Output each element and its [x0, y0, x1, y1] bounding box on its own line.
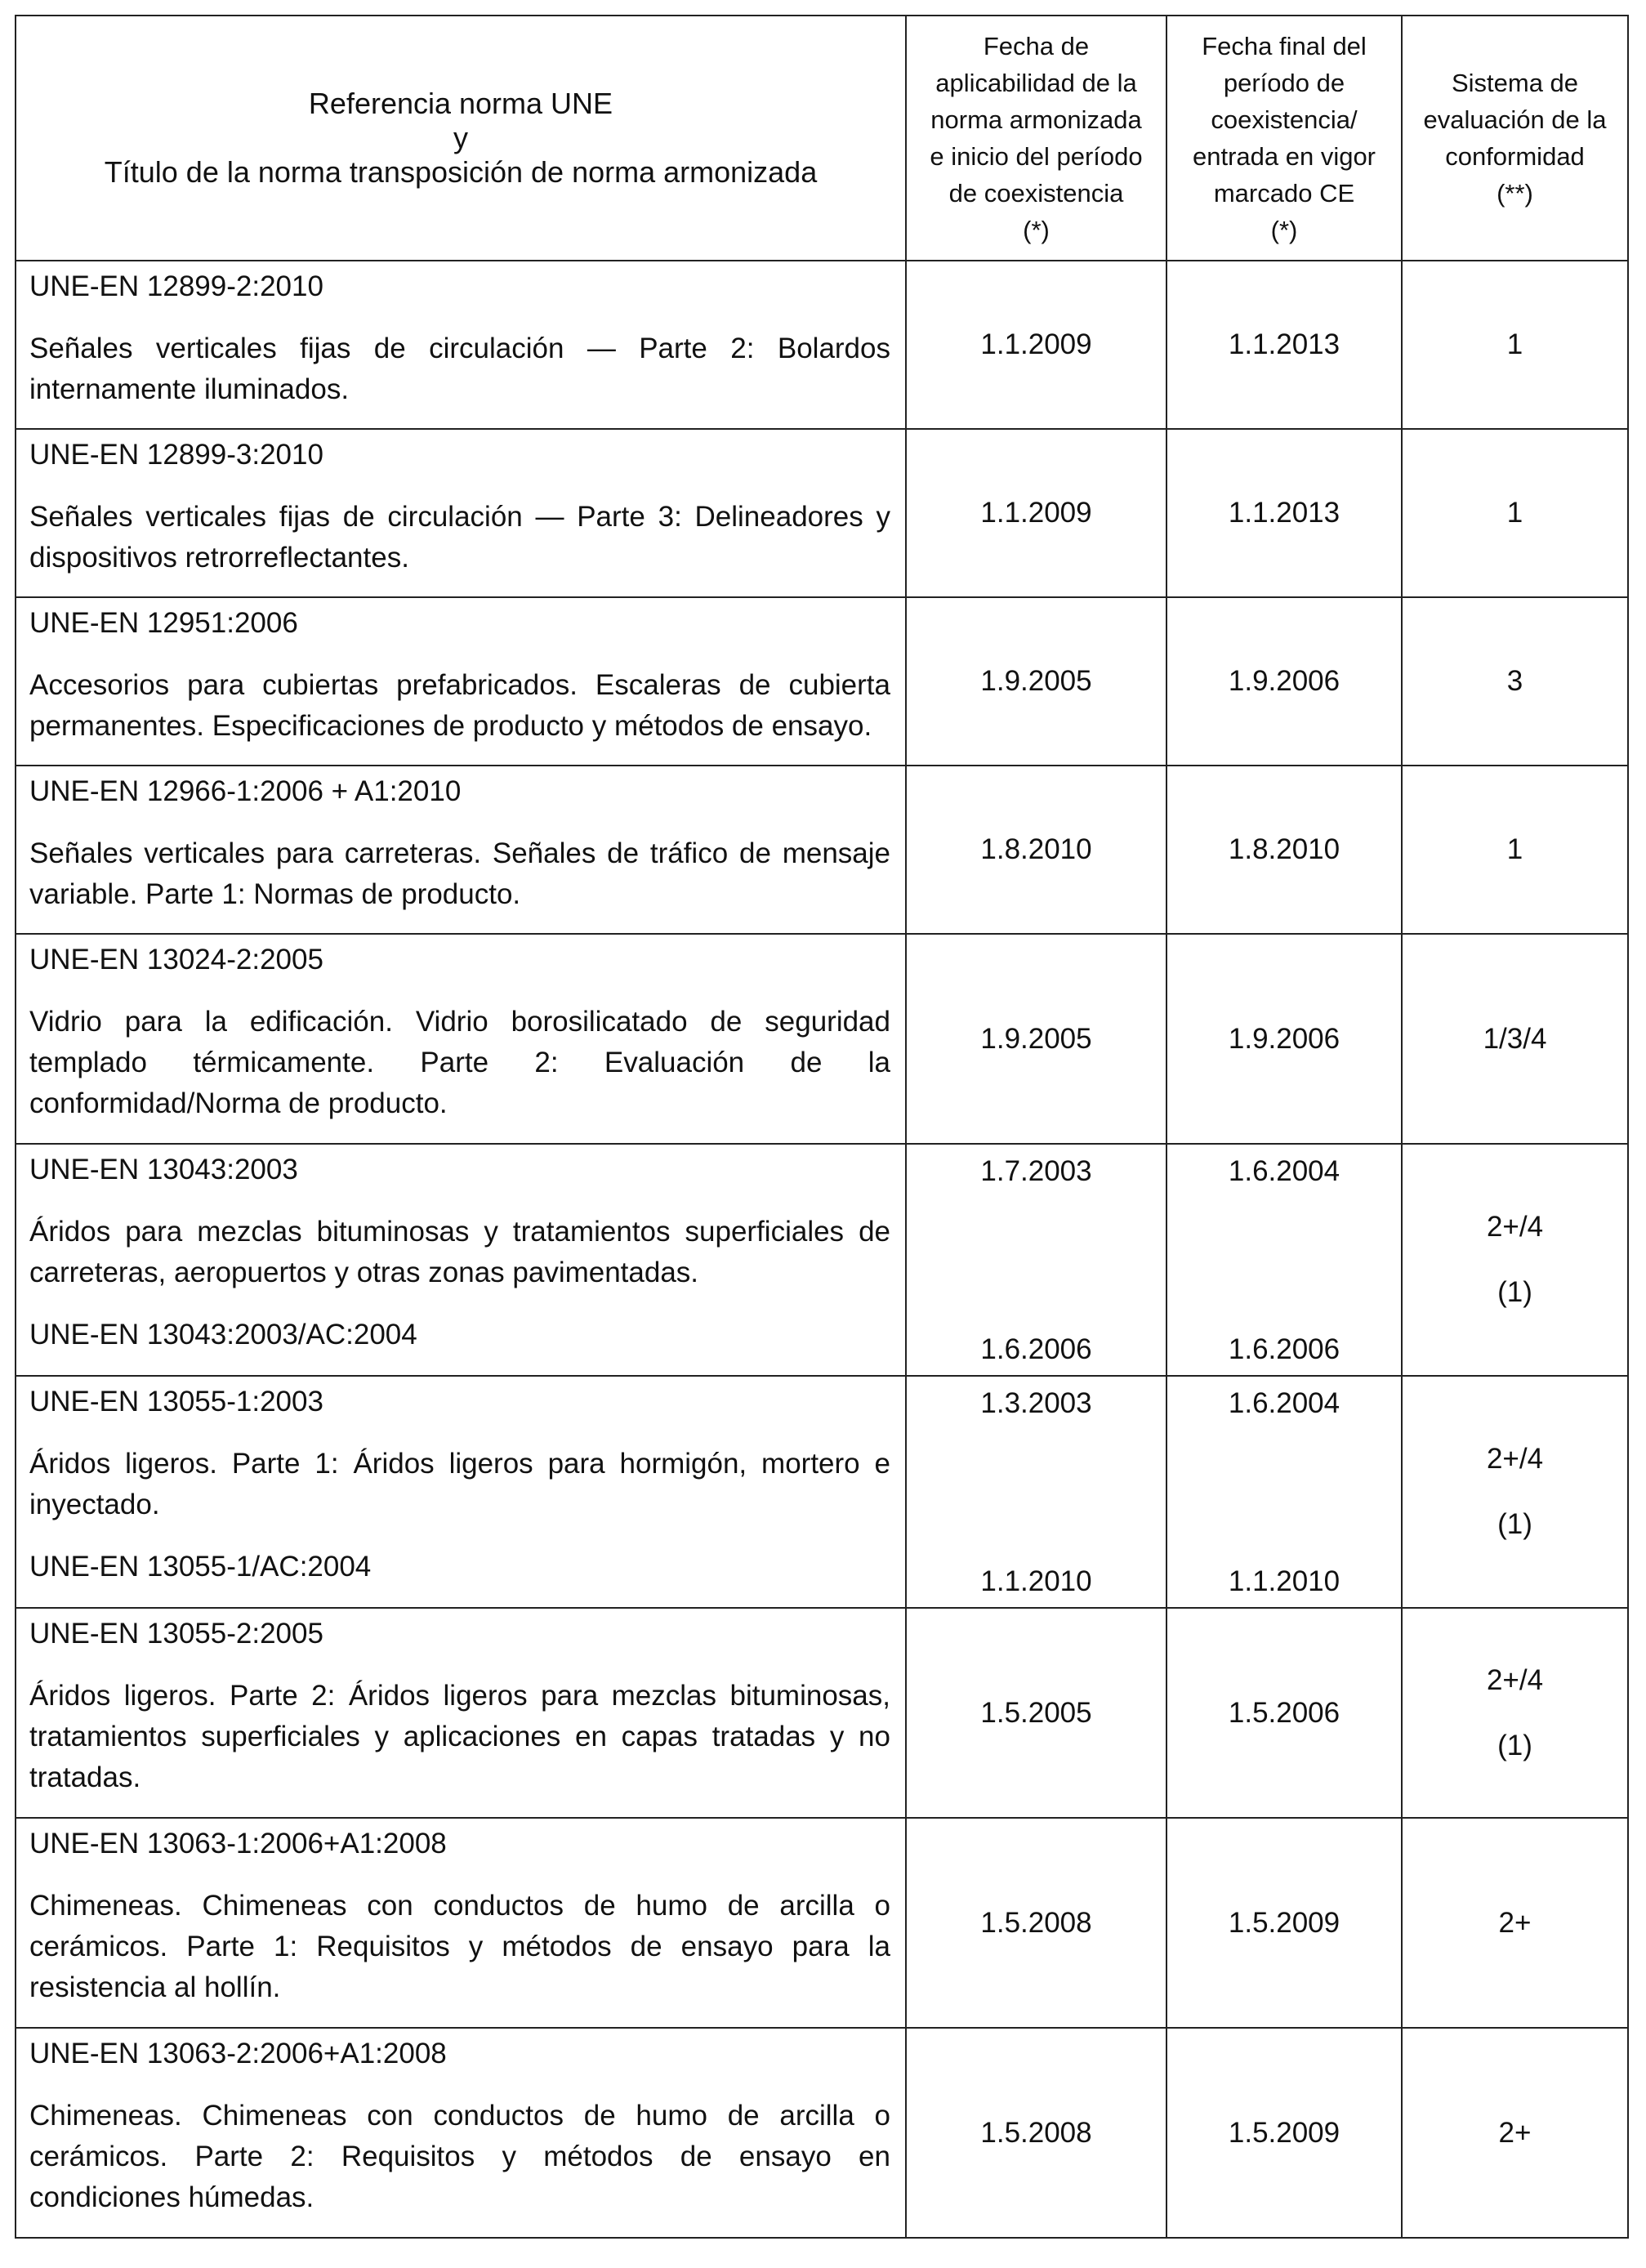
standard-reference-cell: [16, 597, 906, 766]
conformity-system: 1/3/4: [1402, 934, 1628, 1144]
standard-title: Áridos ligeros. Parte 1: Áridos ligeros para hormigón, mortero e inyectado.: [29, 1448, 890, 1520]
header-conformity-system: Sistema de evaluación de la conformidad (**): [1402, 16, 1628, 261]
coexistence-end-date-corrigendum: 1.1.2010: [1228, 1565, 1340, 1597]
conformity-system-value: 2+/4: [1486, 1443, 1544, 1475]
table-row: [16, 2028, 1628, 2238]
standard-title: Vidrio para la edificación. Vidrio borosilicatado de seguridad templado térmicamente. Parte 2: Evaluación de la conformidad/Norma de producto.: [29, 1006, 890, 1119]
table-row: [16, 934, 1628, 1144]
applicability-date: 1.9.2005: [906, 934, 1166, 1144]
applicability-date: 1.1.2009: [906, 429, 1166, 597]
table-row: [16, 261, 1628, 429]
standard-code: UNE-EN 12899-3:2010: [29, 439, 323, 471]
coexistence-end-date: 1.8.2010: [1166, 766, 1402, 934]
standard-reference-cell: [16, 766, 906, 934]
standard-code: UNE-EN 13043:2003: [29, 1154, 298, 1185]
conformity-system-value: 2+/4: [1486, 1663, 1544, 1696]
conformity-system: [1402, 1608, 1628, 1818]
coexistence-end-date: 1.1.2013: [1166, 429, 1402, 597]
standard-title: Accesorios para cubiertas prefabricados. Escaleras de cubierta permanentes. Especificaciones de producto y métodos de ensayo.: [29, 669, 890, 742]
standard-title: Chimeneas. Chimeneas con conductos de humo de arcilla o cerámicos. Parte 2: Requisitos y métodos de ensayo en condiciones húmedas.: [29, 2100, 890, 2213]
applicability-date-corrigendum: 1.1.2010: [980, 1565, 1092, 1597]
standard-title: Señales verticales fijas de circulación — Parte 2: Bolardos internamente iluminados.: [29, 333, 890, 405]
standard-code: UNE-EN 12899-2:2010: [29, 270, 323, 302]
standard-title: Chimeneas. Chimeneas con conductos de humo de arcilla o cerámicos. Parte 1: Requisitos y métodos de ensayo para la resistencia al hollín.: [29, 1890, 890, 2003]
applicability-date: 1.5.2008: [906, 1818, 1166, 2028]
applicability-date: 1.5.2005: [906, 1608, 1166, 1818]
standard-reference-cell: [16, 2028, 906, 2238]
conformity-system: 3: [1402, 597, 1628, 766]
conformity-system: 2+: [1402, 2028, 1628, 2238]
standard-reference-cell: [16, 1144, 906, 1376]
corrigendum-code: UNE-EN 13043:2003/AC:2004: [29, 1319, 417, 1351]
applicability-date: 1.8.2010: [906, 766, 1166, 934]
standard-reference-cell: [16, 1818, 906, 2028]
header-coexistence-end-date: Fecha final del período de coexistencia/ entrada en vigor marcado CE (*): [1166, 16, 1402, 261]
header-reference-title: Referencia norma UNE y Título de la norma transposición de norma armonizada: [16, 16, 906, 261]
applicability-date-corrigendum: 1.6.2006: [980, 1333, 1092, 1365]
conformity-system: [1402, 1376, 1628, 1608]
standard-title: Áridos ligeros. Parte 2: Áridos ligeros para mezclas bituminosas, tratamientos superficiales y aplicaciones en capas tratadas y no tratadas.: [29, 1680, 890, 1793]
coexistence-end-date: 1.5.2009: [1166, 2028, 1402, 2238]
standard-code: UNE-EN 13063-2:2006+A1:2008: [29, 2038, 447, 2069]
conformity-system-note: (1): [1497, 1508, 1532, 1540]
standard-reference-cell: [16, 261, 906, 429]
table-row: [16, 1608, 1628, 1818]
standard-reference-cell: [16, 934, 906, 1144]
conformity-system: 2+: [1402, 1818, 1628, 2028]
conformity-system-value: 2+/4: [1486, 1211, 1544, 1243]
conformity-system: 1: [1402, 261, 1628, 429]
table-header-row: [16, 16, 1628, 261]
conformity-system-note: (1): [1497, 1276, 1532, 1308]
applicability-date: 1.5.2008: [906, 2028, 1166, 2238]
applicability-date: [906, 1144, 1166, 1376]
standard-reference-cell: [16, 1608, 906, 1818]
standard-code: UNE-EN 12966-1:2006 + A1:2010: [29, 775, 462, 807]
header-applicability-date: Fecha de aplicabilidad de la norma armonizada e inicio del período de coexistencia (*): [906, 16, 1166, 261]
conformity-system-note: (1): [1497, 1729, 1532, 1761]
standard-code: UNE-EN 13024-2:2005: [29, 944, 323, 976]
applicability-date: [906, 1376, 1166, 1608]
table-row: [16, 1376, 1628, 1608]
standard-title: Señales verticales para carreteras. Señales de tráfico de mensaje variable. Parte 1: Normas de producto.: [29, 837, 890, 910]
coexistence-end-date: [1166, 1376, 1402, 1608]
coexistence-end-date: 1.1.2013: [1166, 261, 1402, 429]
standard-reference-cell: [16, 1376, 906, 1608]
table-row: [16, 1818, 1628, 2028]
coexistence-end-date: [1166, 1144, 1402, 1376]
conformity-system: 1: [1402, 766, 1628, 934]
standard-title: Señales verticales fijas de circulación — Parte 3: Delineadores y dispositivos retrorreflectantes.: [29, 501, 890, 574]
standard-code: UNE-EN 13063-1:2006+A1:2008: [29, 1828, 447, 1859]
standard-reference-cell: [16, 429, 906, 597]
coexistence-end-date: 1.5.2009: [1166, 1818, 1402, 2028]
harmonized-standards-table: [15, 15, 1629, 2239]
applicability-date-primary: 1.7.2003: [980, 1155, 1092, 1187]
corrigendum-code: UNE-EN 13055-1/AC:2004: [29, 1551, 372, 1583]
conformity-system: [1402, 1144, 1628, 1376]
coexistence-end-date: 1.5.2006: [1166, 1608, 1402, 1818]
table-row: [16, 429, 1628, 597]
table-row: [16, 597, 1628, 766]
coexistence-end-date-corrigendum: 1.6.2006: [1228, 1333, 1340, 1365]
standard-code: UNE-EN 12951:2006: [29, 607, 298, 639]
coexistence-end-date-primary: 1.6.2004: [1228, 1155, 1340, 1187]
coexistence-end-date-primary: 1.6.2004: [1228, 1387, 1340, 1419]
applicability-date: 1.9.2005: [906, 597, 1166, 766]
applicability-date-primary: 1.3.2003: [980, 1387, 1092, 1419]
table-row: [16, 766, 1628, 934]
standard-code: UNE-EN 13055-1:2003: [29, 1386, 323, 1418]
coexistence-end-date: 1.9.2006: [1166, 934, 1402, 1144]
applicability-date: 1.1.2009: [906, 261, 1166, 429]
standard-title: Áridos para mezclas bituminosas y tratamientos superficiales de carreteras, aeropuertos y otras zonas pavimentadas.: [29, 1216, 890, 1288]
standard-code: UNE-EN 13055-2:2005: [29, 1618, 323, 1650]
conformity-system: 1: [1402, 429, 1628, 597]
table-row: [16, 1144, 1628, 1376]
coexistence-end-date: 1.9.2006: [1166, 597, 1402, 766]
